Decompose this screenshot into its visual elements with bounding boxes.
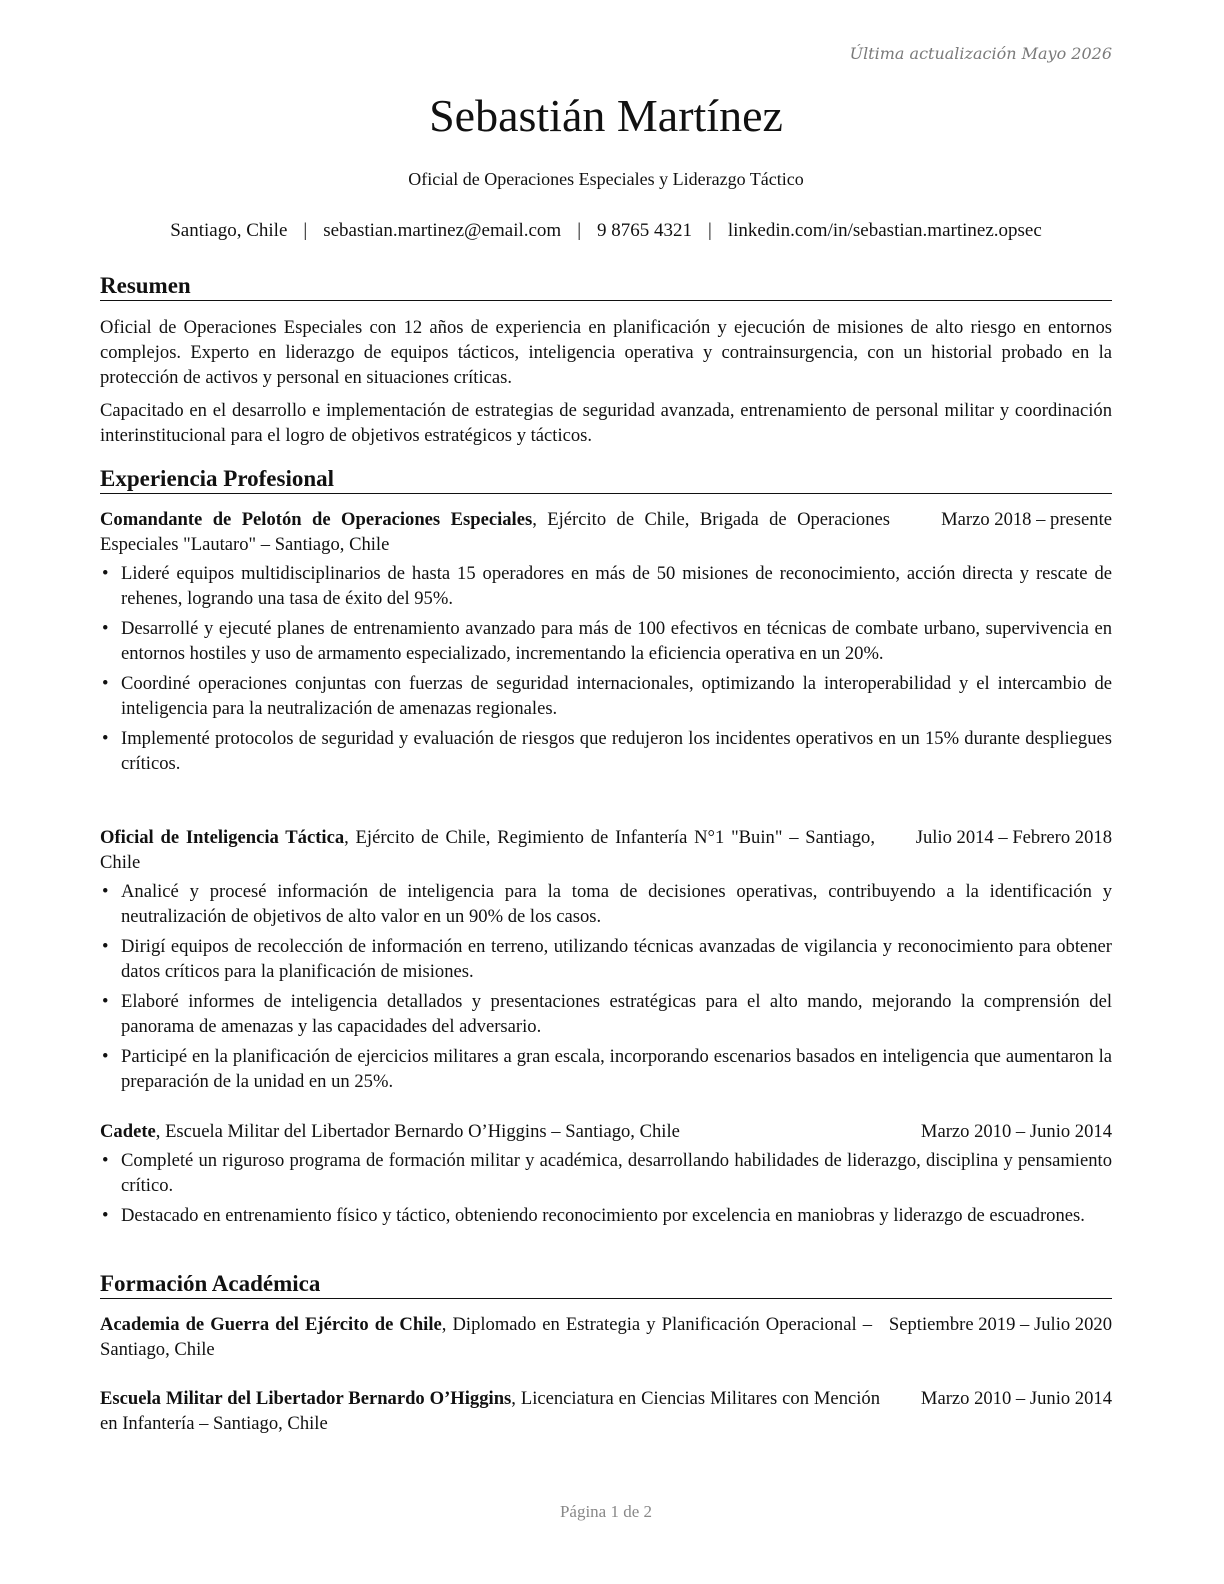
experience-section	[100, 465, 1112, 494]
bullet-text: Dirigí equipos de recolección de información en terreno, utilizando técnicas avanzadas de vigilancia y reconocimiento para obtener datos críticos para la planificación de misiones.	[121, 936, 1112, 982]
job-dates: Julio 2014 – Febrero 2018	[915, 827, 1112, 848]
list-item	[100, 1148, 1112, 1198]
summary-paragraph: Capacitado en el desarrollo e implementación de estrategias de seguridad avanzada, entrenamiento de personal militar y coordinación interinstitucional para el logro de objetivos estratégicos y tácticos.	[100, 400, 1112, 446]
bullet-icon: •	[102, 1046, 109, 1067]
bullet-text: Completé un riguroso programa de formación militar y académica, desarrollando habilidades de liderazgo, disciplina y pensamiento crítico.	[121, 1150, 1112, 1196]
job-header	[100, 1119, 1112, 1144]
list-item	[100, 616, 1112, 666]
job-header	[100, 507, 1112, 557]
contact-email[interactable]: sebastian.martinez@email.com	[323, 220, 562, 241]
bullet-icon: •	[102, 936, 109, 957]
job-bullets	[100, 879, 1112, 1094]
bullet-text: Participé en la planificación de ejercicios militares a gran escala, incorporando escenarios basados en inteligencia que aumentaron la preparación de la unidad en un 25%.	[121, 1046, 1112, 1092]
education-entry	[100, 1386, 1112, 1436]
job-entry	[100, 507, 1112, 781]
bullet-icon: •	[102, 673, 109, 694]
education-header	[100, 1386, 1112, 1436]
education-dates: Marzo 2010 – Junio 2014	[920, 1388, 1112, 1409]
bullet-text: Implementé protocolos de seguridad y evaluación de riesgos que redujeron los incidentes operativos en un 15% durante despliegues críticos.	[121, 728, 1112, 774]
job-organization: , Ejército de Chile, Brigada de Operaciones Especiales "Lautaro" – Santiago, Chile	[100, 509, 890, 555]
summary-heading: Resumen	[100, 272, 1112, 301]
bullet-icon: •	[102, 728, 109, 749]
education-detail: , Diplomado en Estrategia y Planificación Operacional – Santiago, Chile	[100, 1314, 872, 1360]
education-section	[100, 1270, 1112, 1299]
bullet-text: Destacado en entrenamiento físico y táctico, obteniendo reconocimiento por excelencia en maniobras y liderazgo de escuadrones.	[121, 1205, 1085, 1226]
bullet-icon: •	[102, 881, 109, 902]
education-header	[100, 1312, 1112, 1362]
job-bullets	[100, 1148, 1112, 1228]
bullet-text: Desarrollé y ejecuté planes de entrenamiento avanzado para más de 100 efectivos en técnicas de combate urbano, supervivencia en entornos hostiles y uso de armamento especializado, incrementando la eficiencia operativa en un 20%.	[121, 618, 1112, 664]
contact-phone: 9 8765 4321	[597, 220, 693, 241]
list-item	[100, 561, 1112, 611]
contact-separator: |	[303, 220, 308, 241]
job-role: Cadete	[100, 1121, 156, 1142]
contact-linkedin[interactable]: linkedin.com/in/sebastian.martinez.opsec	[727, 220, 1042, 241]
bullet-icon: •	[102, 1205, 109, 1226]
candidate-title: Oficial de Operaciones Especiales y Liderazgo Táctico	[408, 169, 804, 189]
education-school: Escuela Militar del Libertador Bernardo O’Higgins	[100, 1388, 512, 1409]
job-entry	[100, 1119, 1112, 1233]
bullet-icon: •	[102, 563, 109, 584]
education-entry	[100, 1312, 1112, 1362]
bullet-text: Analicé y procesé información de inteligencia para la toma de decisiones operativas, contribuyendo a la identificación y neutralización de objetivos de alto valor en un 90% de los casos.	[121, 881, 1112, 927]
job-role: Oficial de Inteligencia Táctica	[100, 827, 345, 848]
contact-location: Santiago, Chile	[170, 220, 288, 241]
job-organization: , Ejército de Chile, Regimiento de Infantería N°1 "Buin" – Santiago, Chile	[100, 827, 875, 873]
list-item	[100, 671, 1112, 721]
contact-separator: |	[577, 220, 582, 241]
education-heading: Formación Académica	[100, 1270, 1112, 1299]
list-item	[100, 1044, 1112, 1094]
summary-section	[100, 272, 1112, 448]
education-title-line	[100, 1386, 880, 1436]
job-organization: , Escuela Militar del Libertador Bernardo O’Higgins – Santiago, Chile	[155, 1121, 680, 1142]
education-detail: , Licenciatura en Ciencias Militares con Mención en Infantería – Santiago, Chile	[100, 1388, 880, 1434]
bullet-icon: •	[102, 618, 109, 639]
job-title-line	[100, 1119, 890, 1144]
job-title-line	[100, 507, 890, 557]
bullet-text: Coordiné operaciones conjuntas con fuerzas de seguridad internacionales, optimizando la interoperabilidad y el intercambio de inteligencia para la neutralización de amenazas regionales.	[121, 673, 1112, 719]
list-item	[100, 934, 1112, 984]
job-dates: Marzo 2018 – presente	[941, 509, 1112, 530]
contact-separator: |	[708, 220, 712, 241]
candidate-name: Sebastián Martínez	[429, 90, 783, 141]
summary-paragraph: Oficial de Operaciones Especiales con 12 años de experiencia en planificación y ejecución de misiones de alto riesgo en entornos complejos. Experto en liderazgo de equipos tácticos, inteligencia operativa y contrainsurgencia, con un historial probado en la protección de activos y personal en situaciones críticas.	[100, 317, 1112, 388]
last-updated: Última actualización Mayo 2026	[849, 44, 1112, 63]
bullet-text: Lideré equipos multidisciplinarios de hasta 15 operadores en más de 50 misiones de reconocimiento, acción directa y rescate de rehenes, logrando una tasa de éxito del 95%.	[121, 563, 1112, 609]
resume-page	[100, 0, 1112, 1584]
list-item	[100, 989, 1112, 1039]
job-title-line	[100, 825, 875, 875]
bullet-text: Elaboré informes de inteligencia detallados y presentaciones estratégicas para el alto mando, mejorando la comprensión del panorama de amenazas y las capacidades del adversario.	[121, 991, 1112, 1037]
page-number: Página 1 de 2	[559, 1502, 653, 1521]
list-item	[100, 879, 1112, 929]
list-item	[100, 1203, 1112, 1228]
contact-line	[12, 219, 1200, 243]
education-title-line	[100, 1312, 872, 1362]
list-item	[100, 726, 1112, 776]
job-bullets	[100, 561, 1112, 776]
bullet-icon: •	[102, 991, 109, 1012]
education-school: Academia de Guerra del Ejército de Chile	[100, 1314, 442, 1335]
job-entry	[100, 825, 1112, 1099]
job-role: Comandante de Pelotón de Operaciones Especiales	[100, 509, 533, 530]
job-header	[100, 825, 1112, 875]
bullet-icon: •	[102, 1150, 109, 1171]
experience-heading: Experiencia Profesional	[100, 465, 1112, 494]
job-dates: Marzo 2010 – Junio 2014	[920, 1121, 1112, 1142]
education-dates: Septiembre 2019 – Julio 2020	[888, 1314, 1112, 1335]
